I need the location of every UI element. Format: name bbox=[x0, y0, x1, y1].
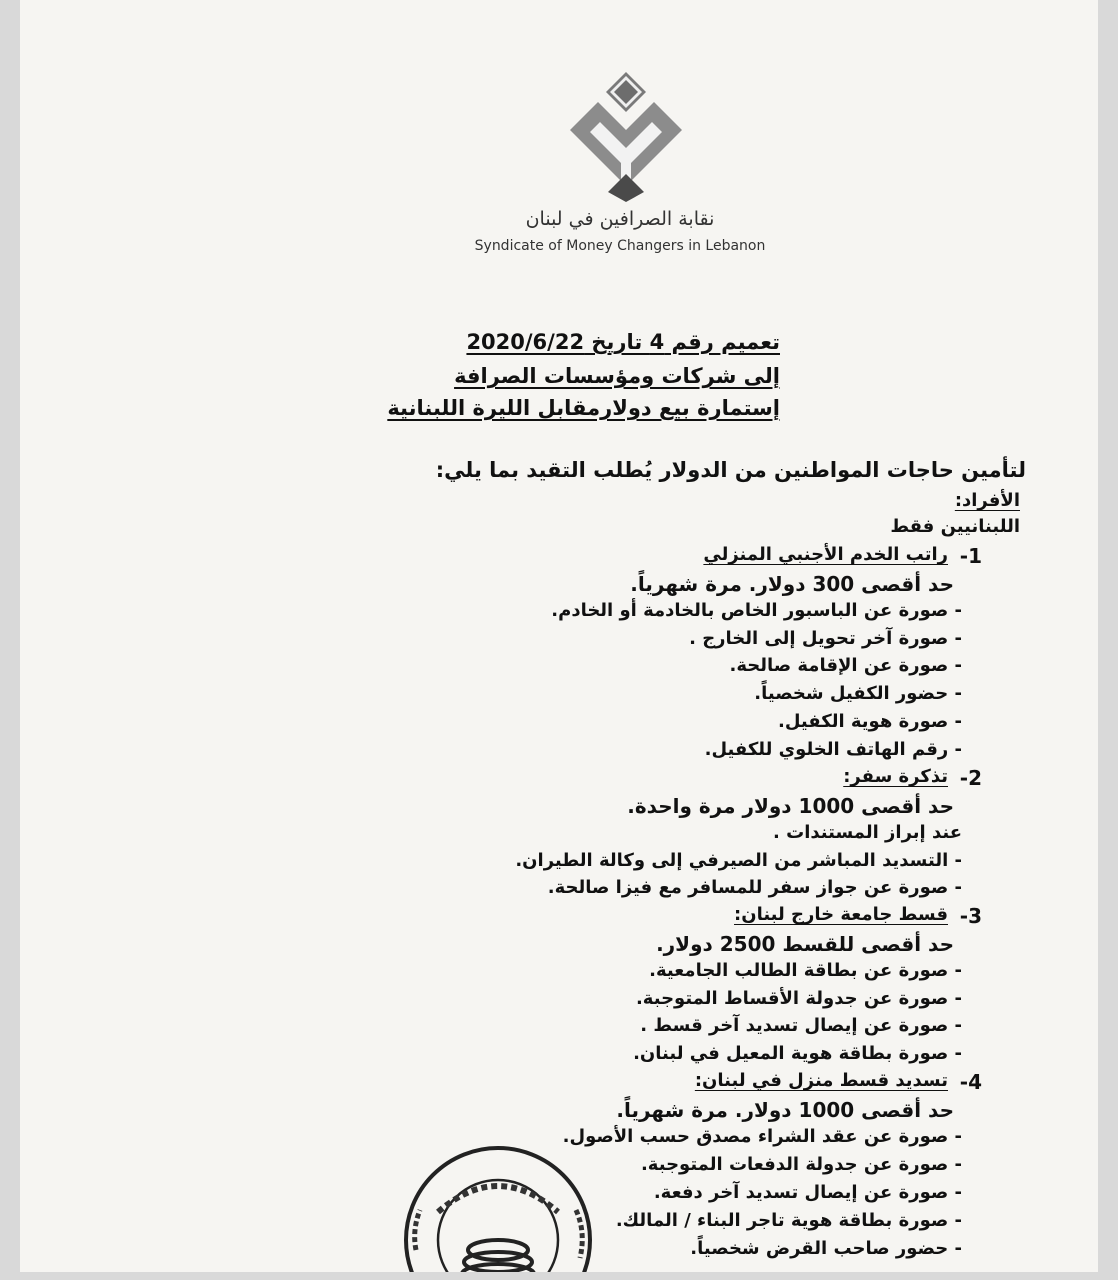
list-item: - صورة عن جدولة الدفعات المتوجبة. bbox=[640, 1154, 962, 1175]
section-2-title: تذكرة سفر: bbox=[843, 766, 948, 787]
list-item: حد أقصى 1000 دولار. مرة شهرياً. bbox=[616, 1098, 954, 1122]
list-item: - حضور الكفيل شخصياً. bbox=[754, 683, 962, 704]
list-item: حد أقصى 1000 دولار مرة واحدة. bbox=[627, 794, 954, 818]
list-item: - صورة عن جدولة الأقساط المتوجبة. bbox=[635, 988, 962, 1009]
individuals-label: الأفراد: bbox=[954, 490, 1020, 511]
list-item: - صورة بطاقة هوية تاجر البناء / المالك. bbox=[615, 1210, 962, 1231]
section-1-number: 1- bbox=[959, 544, 982, 568]
section-3-title: قسط جامعة خارج لبنان: bbox=[734, 904, 948, 925]
list-item: - صورة عن إيصال تسديد آخر دفعة. bbox=[653, 1182, 962, 1203]
list-item: - صورة عن بطاقة الطالب الجامعية. bbox=[649, 960, 962, 981]
lebanese-only-label: اللبنانيين فقط bbox=[890, 516, 1020, 537]
circular-subject: إستمارة بيع دولارمقابل الليرة اللبنانية bbox=[387, 396, 780, 420]
circular-recipients: إلى شركات ومؤسسات الصرافة bbox=[454, 364, 780, 388]
document-page bbox=[20, 0, 1098, 1272]
official-stamp bbox=[398, 1140, 598, 1272]
list-item: حد أقصى للقسط 2500 دولار. bbox=[656, 932, 954, 956]
list-item: - صورة عن الباسبور الخاص بالخادمة أو الخادم. bbox=[551, 600, 962, 621]
list-item: - رقم الهاتف الخلوي للكفيل. bbox=[704, 739, 962, 760]
logo-english-name: Syndicate of Money Changers in Lebanon bbox=[474, 238, 766, 254]
list-item: - صورة آخر تحويل إلى الخارج . bbox=[689, 628, 962, 649]
list-item: - التسديد المباشر من الصيرفي إلى وكالة الطيران. bbox=[515, 850, 962, 871]
list-item: عند إبراز المستندات . bbox=[773, 822, 962, 843]
section-3-number: 3- bbox=[959, 904, 982, 928]
circular-title: تعميم رقم 4 تاريخ 2020/6/22 bbox=[466, 330, 780, 354]
section-4-number: 4- bbox=[959, 1070, 982, 1094]
logo-arabic-name: نقابة الصرافين في لبنان bbox=[525, 208, 715, 230]
section-4-title: تسديد قسط منزل في لبنان: bbox=[694, 1070, 948, 1091]
list-item: حد أقصى 300 دولار. مرة شهرياً. bbox=[630, 572, 954, 596]
list-item: - صورة عن عقد الشراء مصدق حسب الأصول. bbox=[562, 1126, 962, 1147]
list-item: - صورة عن الإقامة صالحة. bbox=[729, 655, 962, 676]
list-item: - صورة عن إيصال تسديد آخر قسط . bbox=[640, 1015, 962, 1036]
section-2-number: 2- bbox=[959, 766, 982, 790]
intro-text: لتأمين حاجات المواطنين من الدولار يُطلب التقيد بما يلي: bbox=[435, 458, 1026, 482]
list-item: - حضور صاحب القرض شخصياً. bbox=[690, 1238, 962, 1259]
list-item: - صورة بطاقة هوية المعيل في لبنان. bbox=[633, 1043, 962, 1064]
list-item: - صورة هوية الكفيل. bbox=[778, 711, 962, 732]
list-item: - صورة عن جواز سفر للمسافر مع فيزا صالحة. bbox=[547, 877, 962, 898]
section-1-title: راتب الخدم الأجنبي المنزلي bbox=[703, 544, 948, 565]
syndicate-logo bbox=[546, 70, 706, 205]
